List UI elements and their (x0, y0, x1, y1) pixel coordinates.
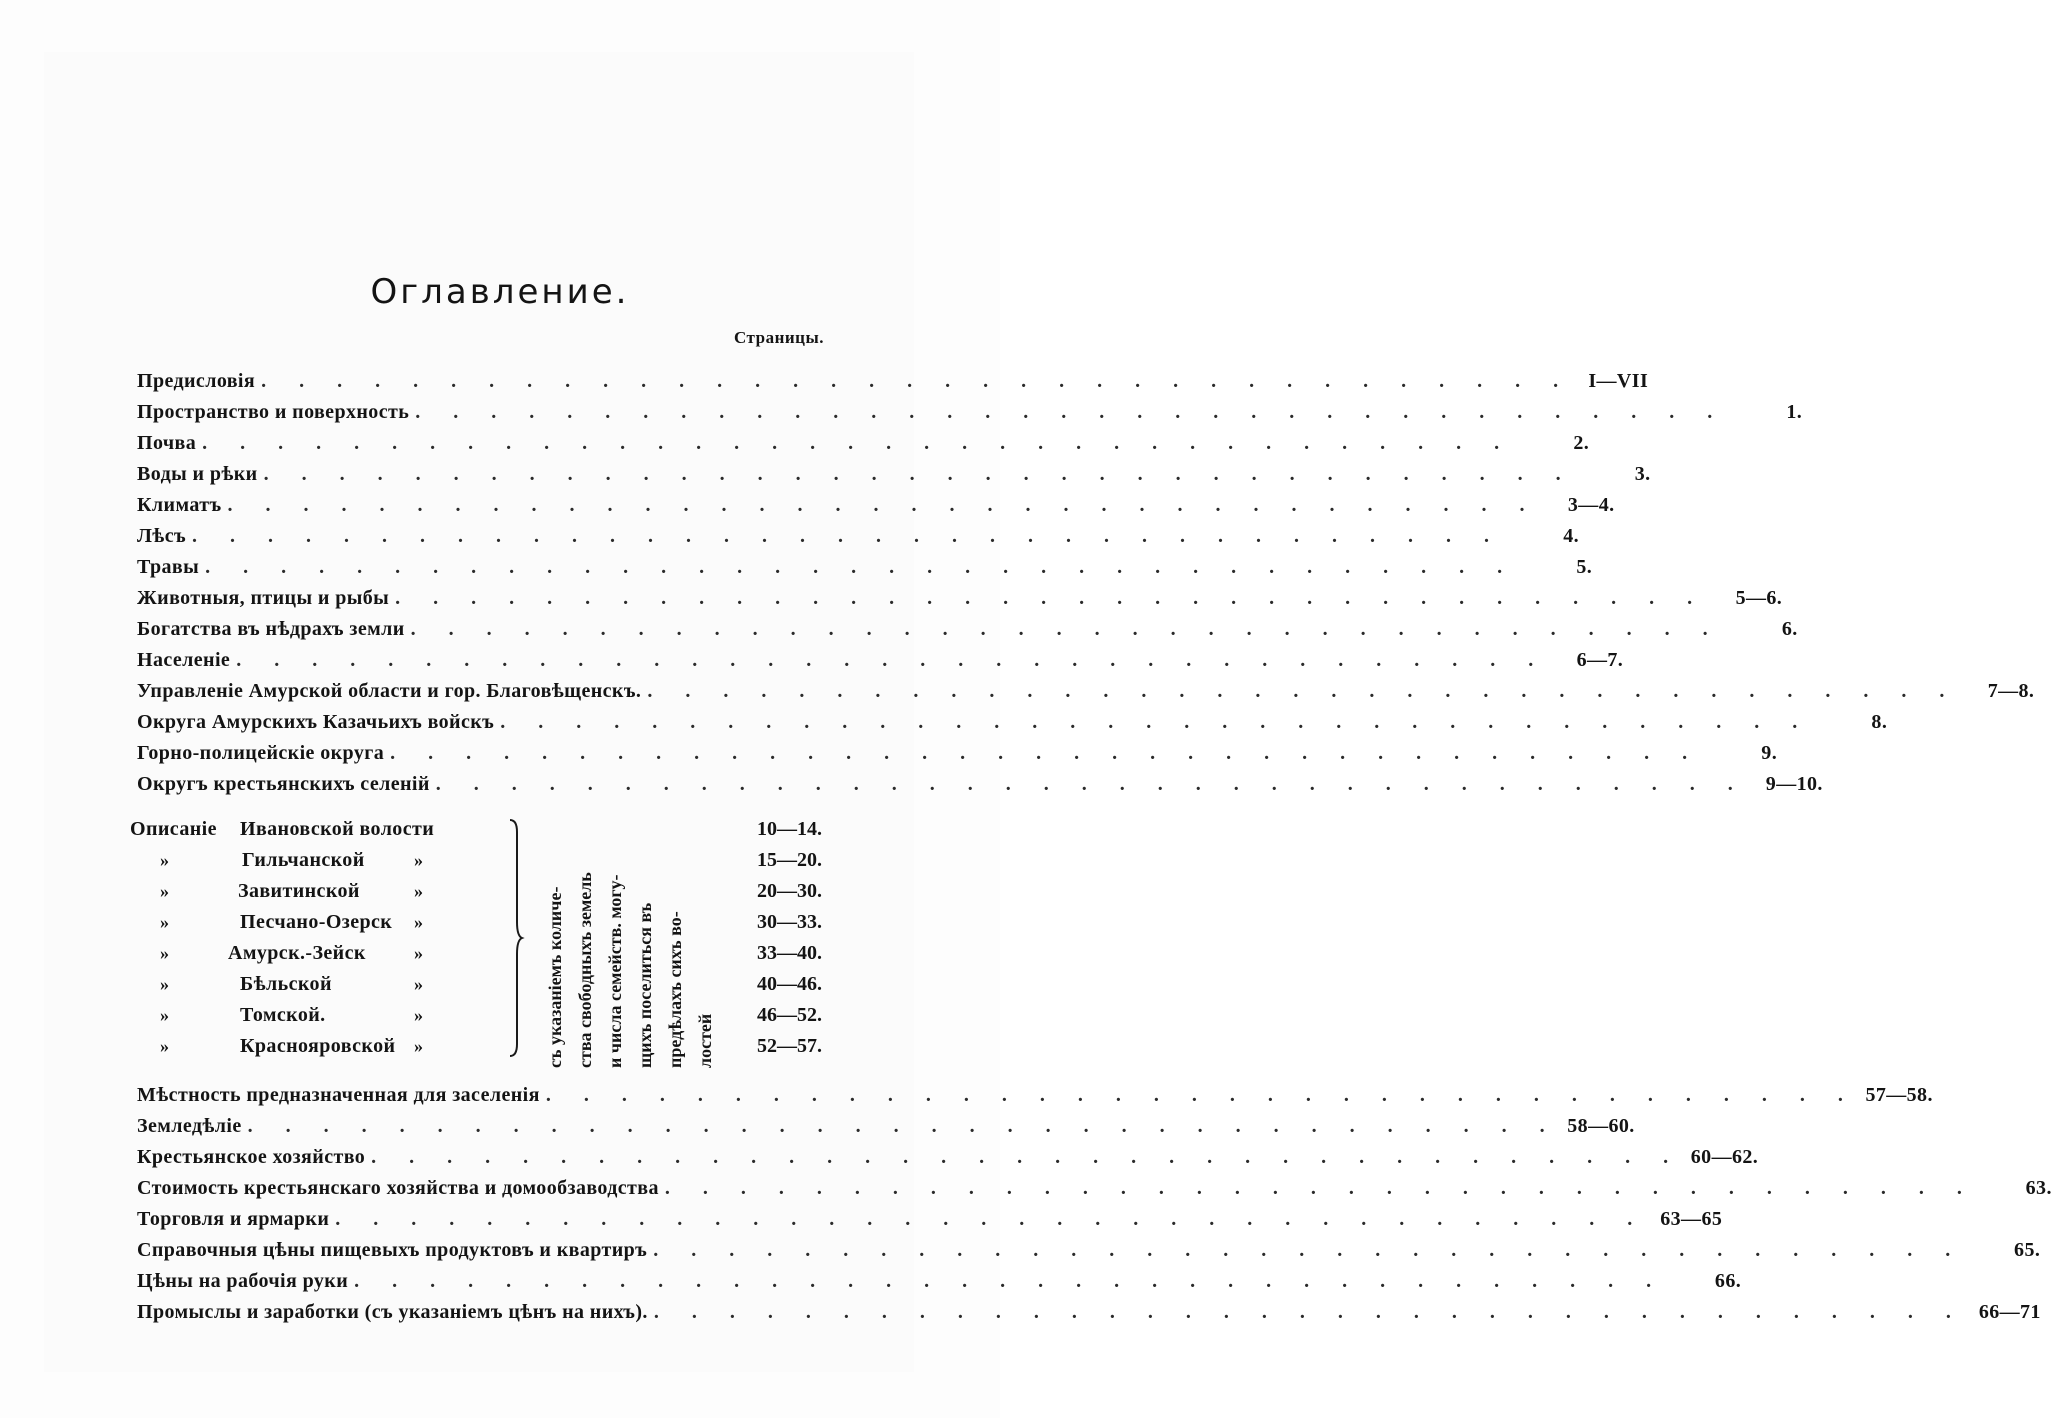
entry-label: Крестьянское хозяйство (137, 1146, 366, 1168)
note-line: щихъ поселиться въ (635, 902, 655, 1068)
volost-name: Песчано-Озерск (240, 911, 393, 933)
volost-prefix: Описаніе (130, 818, 217, 840)
toc-entry (137, 432, 1590, 462)
toc-entry (137, 370, 1649, 400)
toc-entry (137, 773, 1823, 803)
toc-entry (137, 556, 1593, 586)
note-line: и числа семейств. могу- (605, 874, 625, 1068)
entry-page: 5—6. (1735, 587, 1783, 609)
volost-name: Амурск.-Зейск (228, 942, 366, 964)
volost-name: Гильчанской (242, 849, 365, 871)
dot-leader: . . . . . . . . . . . . . . . . . . . . . . . . . . . . . . . . . . . (205, 556, 1517, 578)
entry-page: 3—4. (1567, 494, 1615, 516)
entry-label: Климатъ (137, 494, 222, 516)
volost-page: 30—33. (757, 911, 822, 933)
entry-page: 7—8. (1987, 680, 2035, 702)
dot-leader: . . . . . . . . . . . . . . . . . . . . . . . . . . . . . . . . . . . (545, 1084, 1857, 1106)
entry-page: 2. (1573, 432, 1590, 454)
volost-page: 15—20. (757, 849, 822, 871)
entry-page: 3. (1634, 463, 1651, 485)
entry-page: I—VII (1588, 370, 1649, 392)
ditto-mark: » (414, 850, 423, 870)
dot-leader: . . . . . . . . . . . . . . . . . . . . . . . . . . . . . . . . . . . (263, 463, 1575, 485)
dot-leader: . . . . . . . . . . . . . . . . . . . . . . . . . . . . . . . . . . . (335, 1208, 1647, 1230)
toc-entry (137, 1115, 1635, 1145)
curly-brace (508, 818, 522, 1058)
entry-page: 5. (1576, 556, 1593, 578)
note-line: лостей (695, 1013, 715, 1068)
entry-label: Воды и рѣки (137, 463, 258, 485)
ditto-mark: » (414, 881, 423, 901)
note-line: съ указаніемъ количе- (545, 886, 565, 1068)
dot-leader: . . . . . . . . . . . . . . . . . . . . . . . . . . . . . . . . . . . (395, 587, 1707, 609)
volost-name: Томской. (240, 1004, 326, 1026)
ditto-mark: » (160, 881, 169, 901)
entry-label: Округа Амурскихъ Казачьихъ войскъ (137, 711, 495, 733)
toc-entry (137, 680, 2035, 710)
entry-label: Почва (137, 432, 197, 454)
volost-name: Краснояровской (240, 1035, 396, 1057)
toc-entry (137, 494, 1615, 524)
ditto-mark: » (160, 974, 169, 994)
entry-page: 60—62. (1690, 1146, 1759, 1168)
entry-label: Земледѣліе (137, 1115, 242, 1137)
entry-page: 6. (1781, 618, 1798, 640)
entry-label: Мѣстность предназначенная для заселенія (137, 1084, 540, 1106)
entry-page: 66—71 (1978, 1301, 2041, 1323)
ditto-mark: » (160, 943, 169, 963)
toc-entry (137, 711, 1888, 741)
entry-page: 63—65 (1660, 1208, 1723, 1230)
volost-name: Завитинской (238, 880, 360, 902)
ditto-mark: » (414, 943, 423, 963)
dot-leader: . . . . . . . . . . . . . . . . . . . . . . . . . . . . . . . . . . . (371, 1146, 1683, 1168)
entry-label: Лѣсъ (137, 525, 187, 547)
entry-page: 57—58. (1865, 1084, 1933, 1106)
page-title: Оглавлениe. (370, 272, 630, 312)
toc-entry (137, 525, 1580, 555)
ditto-mark: » (160, 850, 169, 870)
dot-leader: . . . . . . . . . . . . . . . . . . . . . . . . . . . . . . . . . . . (653, 1239, 1965, 1261)
entry-label: Богатства въ нѣдрахъ земли (137, 618, 405, 640)
dot-leader: . . . . . . . . . . . . . . . . . . . . . . . . . . . . . . . . . . . (236, 649, 1548, 671)
toc-entry (137, 1301, 2041, 1331)
toc-entry (137, 463, 1651, 493)
ditto-mark: » (414, 912, 423, 932)
dot-leader: . . . . . . . . . . . . . . . . . . . . . . . . . . . . . . . . . . . (390, 742, 1702, 764)
dot-leader: . . . . . . . . . . . . . . . . . . . . . . . . . . . . . . . . . . . (500, 711, 1812, 733)
entry-page: 4. (1563, 525, 1580, 547)
toc-entry (137, 1146, 1759, 1176)
entry-label: Округъ крестьянскихъ селеній (137, 773, 430, 795)
toc-entry (137, 1177, 2052, 1207)
note-line: предѣлахъ сихъ во- (665, 911, 685, 1068)
entry-page: 6—7. (1576, 649, 1624, 671)
entry-label: Травы (137, 556, 200, 578)
entry-page: 9. (1761, 742, 1778, 764)
volost-page: 52—57. (757, 1035, 822, 1057)
toc-entry (137, 1239, 2041, 1269)
note-line: ства свободныхъ земель (575, 872, 595, 1068)
ditto-mark: » (160, 1005, 169, 1025)
volost-page: 46—52. (757, 1004, 822, 1026)
entry-label: Предисловія (137, 370, 256, 392)
volost-name: Ивановской волости (240, 818, 435, 840)
entry-label: Животныя, птицы и рыбы (137, 587, 390, 609)
volost-page: 10—14. (757, 818, 822, 840)
entry-page: 58—60. (1567, 1115, 1635, 1137)
entry-label: Торговля и ярмарки (137, 1208, 330, 1230)
entry-page: 66. (1714, 1270, 1742, 1292)
entry-page: 63. (2025, 1177, 2052, 1199)
dot-leader: . . . . . . . . . . . . . . . . . . . . . . . . . . . . . . . . . . . (664, 1177, 1976, 1199)
toc-entry (137, 1084, 1933, 1114)
volost-page: 20—30. (757, 880, 822, 902)
entry-label: Стоимость крестьянскаго хозяйства и домообзаводства (137, 1177, 659, 1199)
dot-leader: . . . . . . . . . . . . . . . . . . . . . . . . . . . . . . . . . . . (410, 618, 1722, 640)
toc-entry (137, 401, 1803, 431)
dot-leader: . . . . . . . . . . . . . . . . . . . . . . . . . . . . . . . . . . . (227, 494, 1539, 516)
pages-column-header: Страницы. (734, 328, 824, 347)
entry-label: Управленіе Амурской области и гор. Благовѣщенскъ. (137, 680, 642, 702)
entry-page: 9—10. (1765, 773, 1823, 795)
dot-leader: . . . . . . . . . . . . . . . . . . . . . . . . . . . . . . . . . . . (415, 401, 1727, 423)
entry-label: Населеніе (137, 649, 231, 671)
entry-label: Цѣны на рабочія руки (137, 1270, 349, 1292)
ditto-mark: » (414, 1005, 423, 1025)
volost-note (540, 818, 715, 1068)
entry-label: Пространство и поверхность (137, 401, 410, 423)
dot-leader: . . . . . . . . . . . . . . . . . . . . . . . . . . . . . . . . . . . (261, 370, 1573, 392)
dot-leader: . . . . . . . . . . . . . . . . . . . . . . . . . . . . . . . . . . . (247, 1115, 1559, 1137)
dot-leader: . . . . . . . . . . . . . . . . . . . . . . . . . . . . . . . . . . . (647, 680, 1959, 702)
dot-leader: . . . . . . . . . . . . . . . . . . . . . . . . . . . . . . . . . . . (354, 1270, 1666, 1292)
volost-page: 40—46. (757, 973, 822, 995)
ditto-mark: » (414, 974, 423, 994)
volost-name: Бѣльской (240, 973, 332, 995)
toc-entry (137, 1208, 1723, 1238)
entry-page: 1. (1786, 401, 1803, 423)
ditto-mark: » (414, 1036, 423, 1056)
volost-page: 33—40. (757, 942, 822, 964)
entry-page: 65. (2014, 1239, 2041, 1261)
dot-leader: . . . . . . . . . . . . . . . . . . . . . . . . . . . . . . . . . . . (202, 432, 1514, 454)
entry-label: Справочныя цѣны пищевыхъ продуктовъ и квартиръ (137, 1239, 648, 1261)
ditto-mark: » (160, 1036, 169, 1056)
toc-entry (137, 649, 1624, 679)
ditto-mark: » (160, 912, 169, 932)
toc-entry (137, 618, 1798, 648)
toc-entry (137, 742, 1778, 772)
toc-entry (137, 1270, 1742, 1300)
entry-page: 8. (1871, 711, 1888, 733)
dot-leader: . . . . . . . . . . . . . . . . . . . . . . . . . . . . . . . . . . . (435, 773, 1747, 795)
dot-leader: . . . . . . . . . . . . . . . . . . . . . . . . . . . . . . . . . . . (192, 525, 1504, 547)
dot-leader: . . . . . . . . . . . . . . . . . . . . . . . . . . . . . . . . . . . (653, 1301, 1965, 1323)
rotated-note-text (540, 818, 715, 1068)
entry-label: Горно-полицейскіе округа (137, 742, 385, 764)
entry-label: Промыслы и заработки (съ указаніемъ цѣнъ на нихъ). (137, 1301, 648, 1323)
toc-entry (137, 587, 1783, 617)
